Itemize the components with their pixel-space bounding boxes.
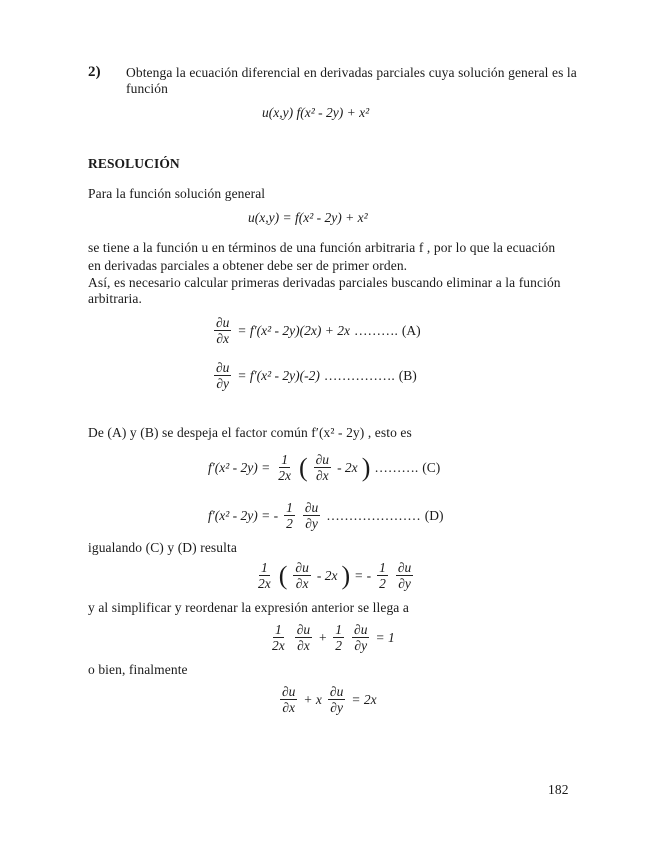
fraction-denominator: 2x — [278, 468, 291, 483]
fraction-numerator: ∂u — [397, 560, 412, 575]
fraction-numerator: 1 — [261, 560, 268, 575]
fraction-coefficient — [284, 500, 295, 531]
problem-statement-line2: función — [126, 81, 168, 96]
fraction-numerator: ∂u — [216, 360, 230, 375]
paragraph-2-line2: en derivadas parciales a obtener debe ser de primer orden. — [88, 258, 408, 273]
general-solution-equation: u(x,y) = f(x² - 2y) + x² — [248, 210, 368, 225]
fraction-denominator: 2 — [335, 638, 343, 653]
fraction-denominator: ∂y — [398, 576, 411, 591]
fraction-denominator: ∂y — [354, 638, 368, 653]
equation-c-inner-rest: - 2x — [337, 459, 358, 475]
fraction-coefficient — [377, 560, 388, 591]
fraction-numerator: ∂u — [354, 622, 368, 637]
fraction-numerator: ∂u — [296, 622, 311, 637]
paragraph-1: Para la función solución general — [88, 186, 266, 201]
fraction-du-dx — [280, 684, 297, 715]
paragraph-7: o bien, finalmente — [88, 662, 188, 677]
equation-a-dots: ………. — [353, 322, 398, 338]
paragraph-3-line2: arbitraria. — [88, 291, 142, 306]
fraction-denominator: ∂x — [216, 331, 230, 346]
equation-c-dots: ………. — [374, 459, 419, 475]
equation-b — [212, 360, 417, 391]
equation-g — [278, 684, 377, 715]
fraction-denominator: ∂y — [216, 376, 230, 391]
fraction-du-dy — [352, 622, 369, 653]
fraction-denominator: ∂y — [305, 516, 318, 531]
paragraph-4: De (A) y (B) se despeja el factor común f′(x² - 2y) , esto es — [88, 425, 412, 440]
equation-e — [254, 560, 415, 591]
fraction-du-dy — [214, 360, 231, 391]
fraction-coefficient — [333, 622, 344, 653]
equation-f-rhs: = 1 — [375, 629, 395, 645]
fraction-numerator: 1 — [286, 500, 293, 515]
fraction-numerator: ∂u — [329, 684, 344, 699]
problem-number: 2) — [88, 64, 101, 80]
fraction-numerator: 1 — [379, 560, 386, 575]
fraction-denominator: 2 — [286, 516, 293, 531]
right-paren: ) — [341, 560, 351, 590]
equation-d — [208, 500, 444, 531]
equation-c-label: (C) — [422, 459, 441, 475]
fraction-denominator: ∂x — [282, 700, 296, 715]
fraction-du-dx — [295, 622, 312, 653]
fraction-denominator: 2x — [258, 576, 271, 591]
page-number: 182 — [548, 782, 569, 797]
equation-a — [212, 315, 421, 346]
fraction-coefficient — [270, 622, 287, 653]
fraction-numerator: ∂u — [295, 560, 309, 575]
main-equation: u(x,y) f(x² - 2y) + x² — [262, 105, 370, 120]
equation-d-dots: ………………… — [326, 507, 421, 523]
section-title: RESOLUCIÓN — [88, 156, 180, 171]
fraction-denominator: ∂x — [297, 638, 310, 653]
fraction-du-dy — [303, 500, 320, 531]
fraction-coefficient — [276, 452, 293, 483]
fraction-coefficient — [256, 560, 273, 591]
problem-statement-line1: Obtenga la ecuación diferencial en derivadas parciales cuya solución general es la — [126, 65, 577, 80]
equation-e-inner-rest: - 2x — [316, 567, 338, 583]
fraction-numerator: ∂u — [282, 684, 296, 699]
equation-d-lhs: f′(x² - 2y) = - — [208, 507, 279, 523]
equation-b-dots: ……………. — [323, 367, 395, 383]
paragraph-2-line1: se tiene a la función u en términos de una función arbitraria f , por lo que la ecuación — [88, 240, 556, 255]
fraction-denominator: ∂x — [316, 468, 329, 483]
fraction-du-dx — [314, 452, 331, 483]
equation-c-lhs: f′(x² - 2y) = — [208, 459, 271, 475]
left-paren: ( — [278, 560, 288, 590]
fraction-numerator: 1 — [275, 622, 282, 637]
equation-f-plus: + — [318, 629, 328, 645]
left-paren: ( — [298, 452, 308, 482]
paragraph-3-line1: Así, es necesario calcular primeras derivadas parciales buscando eliminar a la función — [88, 275, 561, 290]
equation-g-mid: + x — [303, 691, 322, 707]
fraction-numerator: ∂u — [304, 500, 319, 515]
paragraph-5: igualando (C) y (D) resulta — [88, 540, 237, 555]
right-paren: ) — [361, 452, 371, 482]
fraction-denominator: ∂x — [295, 576, 309, 591]
fraction-du-dx — [293, 560, 310, 591]
equation-c — [208, 452, 440, 483]
fraction-du-dy — [328, 684, 345, 715]
equation-a-rhs: = f′(x² - 2y)(2x) + 2x — [237, 322, 350, 338]
fraction-numerator: 1 — [281, 452, 288, 467]
equation-d-label: (D) — [424, 507, 444, 523]
fraction-du-dy — [396, 560, 413, 591]
fraction-denominator: ∂y — [330, 700, 343, 715]
fraction-denominator: 2 — [379, 576, 386, 591]
paragraph-6: y al simplificar y reordenar la expresión anterior se llega a — [88, 600, 409, 615]
fraction-numerator: ∂u — [315, 452, 330, 467]
fraction-denominator: 2x — [272, 638, 285, 653]
fraction-du-dx — [214, 315, 231, 346]
equation-g-rhs: = 2x — [351, 691, 377, 707]
fraction-numerator: 1 — [335, 622, 343, 637]
fraction-numerator: ∂u — [216, 315, 230, 330]
equation-b-rhs: = f′(x² - 2y)(-2) — [237, 367, 320, 383]
equation-f — [268, 622, 395, 653]
equation-a-label: (A) — [401, 322, 421, 338]
equation-b-label: (B) — [398, 367, 417, 383]
equation-e-mid: = - — [354, 567, 372, 583]
